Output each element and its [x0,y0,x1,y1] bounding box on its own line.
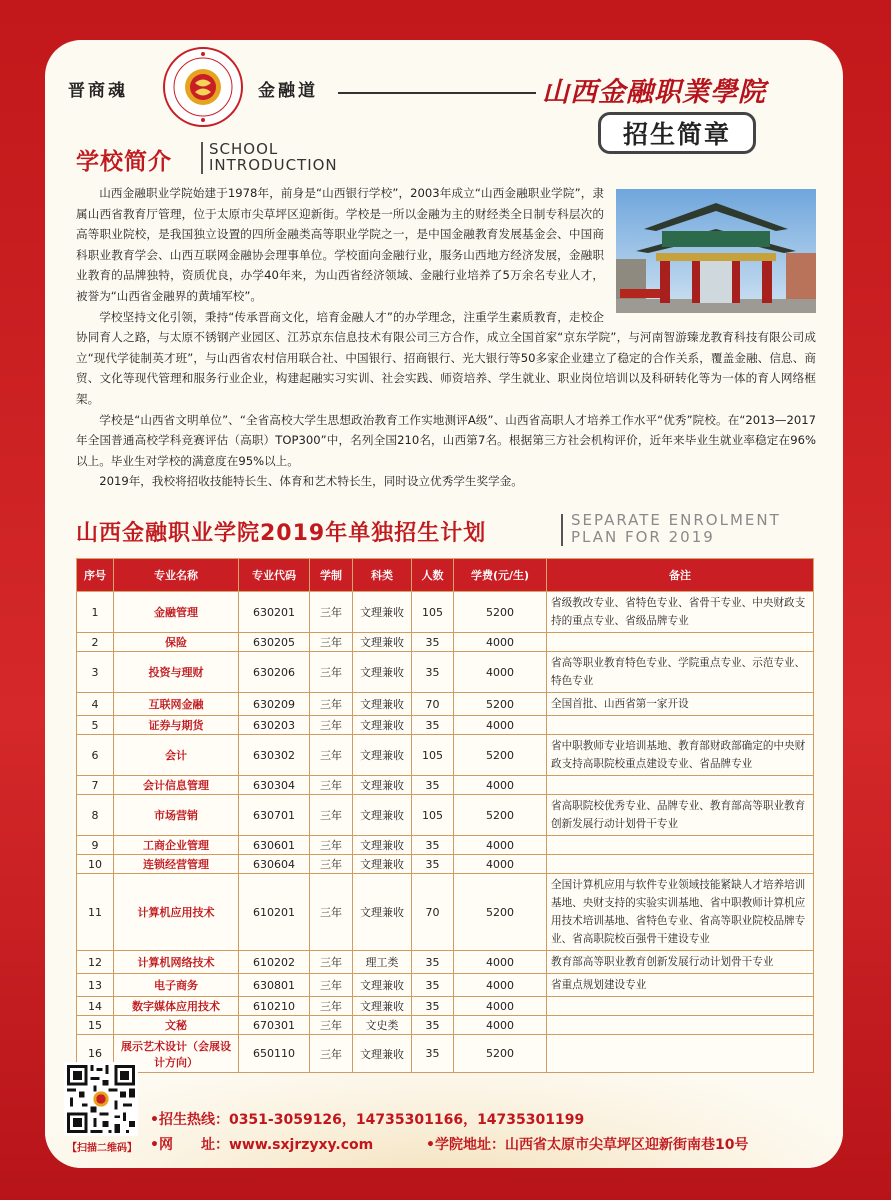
cell-no: 15 [77,1016,114,1035]
cell-no: 9 [77,836,114,855]
cell-years: 三年 [310,855,353,874]
cell-years: 三年 [310,795,353,836]
cell-fee: 4000 [454,716,547,735]
col-header-name: 专业名称 [114,559,239,592]
cell-category: 文史类 [353,1016,412,1035]
cell-fee: 4000 [454,1016,547,1035]
cell-code: 630205 [239,633,310,652]
cell-years: 三年 [310,716,353,735]
cell-name: 展示艺术设计（会展设计方向） [114,1035,239,1073]
intro-paragraph-3: 学校是“山西省文明单位”、“全省高校大学生思想政治教育工作实地测评A级”、山西省高职人才培养工作水平“优秀”院校。在“2013—2017年全国普通高校学科竞赛评估（高职）TOP300”中，名列全国210名，山西第7名。根据第三方社会机构评价，近年来毕业生就业率稳定在96%以上。毕业生对学校的满意度在95%以上。 [76,412,816,468]
campus-gate-icon [616,189,816,313]
cell-note: 省高等职业教育特色专业、学院重点专业、示范专业、特色专业 [547,652,814,693]
cell-category: 文理兼收 [353,1035,412,1073]
cell-name: 互联网金融 [114,693,239,716]
cell-count: 35 [412,776,454,795]
cell-count: 35 [412,836,454,855]
cell-category: 文理兼收 [353,836,412,855]
cell-code: 610210 [239,997,310,1016]
cell-note: 省高职院校优秀专业、品牌专业、教育部高等职业教育创新发展行动计划骨干专业 [547,795,814,836]
cell-category: 理工类 [353,951,412,974]
cell-code: 630604 [239,855,310,874]
cell-name: 连锁经营管理 [114,855,239,874]
cell-note [547,716,814,735]
cell-years: 三年 [310,874,353,951]
cell-name: 文秘 [114,1016,239,1035]
school-name-calligraphy: 山西金融职業學院 [542,77,766,108]
website-label: •网 址： [150,1137,229,1153]
cell-no: 10 [77,855,114,874]
cell-years: 三年 [310,1016,353,1035]
cell-name: 电子商务 [114,974,239,997]
cell-name: 投资与理财 [114,652,239,693]
cell-years: 三年 [310,592,353,633]
campus-gate-photo [616,189,816,313]
hotline-line [150,1109,584,1129]
cell-category: 文理兼收 [353,974,412,997]
cell-fee: 5200 [454,795,547,836]
admission-badge: 招生简章 [598,112,756,154]
table-row [77,795,814,836]
cell-code: 670301 [239,1016,310,1035]
cell-count: 35 [412,855,454,874]
cell-no: 13 [77,974,114,997]
col-header-code: 专业代码 [239,559,310,592]
cell-category: 文理兼收 [353,592,412,633]
plan-title: 山西金融职业学院2019年单独招生计划 [76,521,487,546]
cell-no: 11 [77,874,114,951]
cell-fee: 4000 [454,652,547,693]
cell-fee: 5200 [454,592,547,633]
table-row [77,874,814,951]
cell-count: 35 [412,974,454,997]
cell-note: 省中职教师专业培训基地、教育部财政部确定的中央财政支持高职院校重点建设专业、省品牌专业 [547,735,814,776]
cell-years: 三年 [310,652,353,693]
cell-note [547,776,814,795]
cell-note [547,1016,814,1035]
cell-years: 三年 [310,776,353,795]
website-line [150,1134,373,1154]
cell-category: 文理兼收 [353,652,412,693]
website-link[interactable]: www.sxjrzyxy.com [228,1137,374,1153]
qr-code-icon[interactable] [64,1062,138,1136]
cell-code: 610201 [239,874,310,951]
hotline-label: •招生热线： [150,1112,229,1128]
plan-title-en-2: PLAN FOR 2019 [571,528,715,546]
cell-years: 三年 [310,1035,353,1073]
cell-fee: 5200 [454,735,547,776]
cell-no: 12 [77,951,114,974]
cell-code: 630801 [239,974,310,997]
cell-category: 文理兼收 [353,874,412,951]
cell-years: 三年 [310,974,353,997]
header-divider [338,92,536,94]
cell-category: 文理兼收 [353,776,412,795]
cell-no: 7 [77,776,114,795]
address-label: •学院地址： [426,1137,505,1153]
table-row [77,735,814,776]
cell-note [547,855,814,874]
table-row [77,951,814,974]
cell-note: 省级教改专业、省特色专业、省骨干专业、中央财政支持的重点专业、省级品牌专业 [547,592,814,633]
cell-name: 数字媒体应用技术 [114,997,239,1016]
cell-years: 三年 [310,997,353,1016]
cell-fee: 4000 [454,633,547,652]
cell-count: 35 [412,951,454,974]
cell-count: 35 [412,652,454,693]
table-row [77,855,814,874]
cell-category: 文理兼收 [353,735,412,776]
cell-note: 省重点规划建设专业 [547,974,814,997]
table-row [77,693,814,716]
cell-code: 630302 [239,735,310,776]
enrolment-plan-table [76,558,814,1073]
cell-fee: 5200 [454,1035,547,1073]
cell-count: 35 [412,997,454,1016]
table-row [77,997,814,1016]
cell-no: 16 [77,1035,114,1073]
cell-name: 会计 [114,735,239,776]
cell-code: 630201 [239,592,310,633]
cell-no: 1 [77,592,114,633]
table-row [77,652,814,693]
cell-name: 计算机网络技术 [114,951,239,974]
cell-code: 630209 [239,693,310,716]
cell-count: 35 [412,633,454,652]
table-row [77,633,814,652]
col-header-category: 科类 [353,559,412,592]
cell-name: 计算机应用技术 [114,874,239,951]
cell-fee: 4000 [454,974,547,997]
cell-fee: 5200 [454,874,547,951]
col-header-fee: 学费(元/生) [454,559,547,592]
cell-name: 会计信息管理 [114,776,239,795]
cell-fee: 4000 [454,997,547,1016]
cell-years: 三年 [310,951,353,974]
cell-name: 金融管理 [114,592,239,633]
cell-note: 教育部高等职业教育创新发展行动计划骨干专业 [547,951,814,974]
address-text: 山西省太原市尖草坪区迎新街南巷10号 [504,1137,749,1153]
cell-note [547,633,814,652]
slogan-right: 金融道 [258,81,318,101]
cell-count: 70 [412,874,454,951]
table-row [77,836,814,855]
cell-code: 630304 [239,776,310,795]
cell-code: 650110 [239,1035,310,1073]
table-row [77,592,814,633]
cell-category: 文理兼收 [353,997,412,1016]
cell-years: 三年 [310,836,353,855]
cell-years: 三年 [310,633,353,652]
intro-title-en-1: SCHOOL [209,140,279,158]
intro-paragraph-2: 学校坚持文化引领，秉持“传承晋商文化，培育金融人才”的办学理念，注重学生素质教育，走校企协同育人之路，与太原不锈钢产业园区、江苏京东信息技术有限公司三方合作，成立全国首家“京东学院”，与河南智游臻龙教育科技有限公司成立“现代学徒制英才班”，与山西省农村信用联合社、中国银行、招商银行、光大银行等50多家企业建立了稳定的合作关系，覆盖金融、信息、商贸、文化等现代管理和服务行业企业，构建起融实习实训、社会实践、师资培养、学生就业、职业岗位培训以及科研转化等为一体的育人网络框架。 [76,309,816,406]
cell-no: 3 [77,652,114,693]
cell-fee: 4000 [454,836,547,855]
intro-body [76,183,816,492]
hotline-numbers[interactable]: 0351-3059126，14735301166，14735301199 [228,1112,585,1128]
address-line [426,1134,748,1154]
cell-fee: 5200 [454,693,547,716]
col-header-note: 备注 [547,559,814,592]
table-row [77,1016,814,1035]
cell-count: 105 [412,592,454,633]
cell-no: 14 [77,997,114,1016]
table-row [77,1035,814,1073]
cell-no: 2 [77,633,114,652]
cell-count: 35 [412,1016,454,1035]
cell-years: 三年 [310,693,353,716]
table-body [77,592,814,1073]
cell-no: 4 [77,693,114,716]
qr-code-label: 【扫描二维码】 [67,1143,137,1154]
cell-no: 6 [77,735,114,776]
slogan-left: 晋商魂 [68,81,128,101]
intro-title-bar [201,142,203,174]
cell-category: 文理兼收 [353,693,412,716]
cell-code: 630203 [239,716,310,735]
col-header-count: 人数 [412,559,454,592]
intro-title: 学校简介 [76,149,172,175]
plan-title-bar [561,514,563,546]
cell-note [547,836,814,855]
table-row [77,776,814,795]
cell-fee: 4000 [454,776,547,795]
cell-category: 文理兼收 [353,716,412,735]
cell-fee: 4000 [454,855,547,874]
col-header-years: 学制 [310,559,353,592]
cell-code: 630601 [239,836,310,855]
cell-name: 市场营销 [114,795,239,836]
cell-code: 630701 [239,795,310,836]
cell-code: 610202 [239,951,310,974]
cell-category: 文理兼收 [353,855,412,874]
cell-count: 35 [412,1035,454,1073]
cell-count: 105 [412,795,454,836]
intro-paragraph-4: 2019年，我校将招收技能特长生、体育和艺术特长生，同时设立优秀学生奖学金。 [99,474,523,489]
table-header-row [77,559,814,592]
cell-count: 35 [412,716,454,735]
cell-category: 文理兼收 [353,795,412,836]
cell-note [547,1035,814,1073]
cell-code: 630206 [239,652,310,693]
cell-count: 70 [412,693,454,716]
intro-paragraph-1: 山西金融职业学院始建于1978年，前身是“山西银行学校”，2003年成立“山西金融职业学院”，隶属山西省教育厅管理，位于太原市尖草坪区迎新街。学校是一所以金融为主的财经类全日制专科层次的高等职业院校，是我国独立设置的四所金融类高等职业学院之一，是中国金融教育发展基金会、中国商科职业教育学会、山西互联网金融协会理事单位。学校面向金融行业，服务山西地方经济发展，金融职业教育的品牌独特，资质优良，办学40年来，为山西省经济领域、金融行业培养了5万余名专业人才，被誉为“山西省金融界的黄埔军校”。 [76,186,604,303]
cell-name: 工商企业管理 [114,836,239,855]
intro-title-en-2: INTRODUCTION [209,156,338,174]
cell-category: 文理兼收 [353,633,412,652]
cell-no: 5 [77,716,114,735]
cell-no: 8 [77,795,114,836]
plan-title-en-1: SEPARATE ENROLMENT [571,511,781,529]
table-row [77,716,814,735]
cell-note: 全国首批、山西省第一家开设 [547,693,814,716]
cell-note: 全国计算机应用与软件专业领域技能紧缺人才培养培训基地、央财支持的实验实训基地、省中职教师计算机应用技术培训基地、省特色专业、省高等职业院校品牌专业、省高职院校百强骨干建设专业 [547,874,814,951]
cell-note [547,997,814,1016]
cell-name: 证券与期货 [114,716,239,735]
cell-fee: 4000 [454,951,547,974]
cell-name: 保险 [114,633,239,652]
cell-count: 105 [412,735,454,776]
table-row [77,974,814,997]
col-header-no: 序号 [77,559,114,592]
cell-years: 三年 [310,735,353,776]
school-logo-icon [162,46,244,128]
